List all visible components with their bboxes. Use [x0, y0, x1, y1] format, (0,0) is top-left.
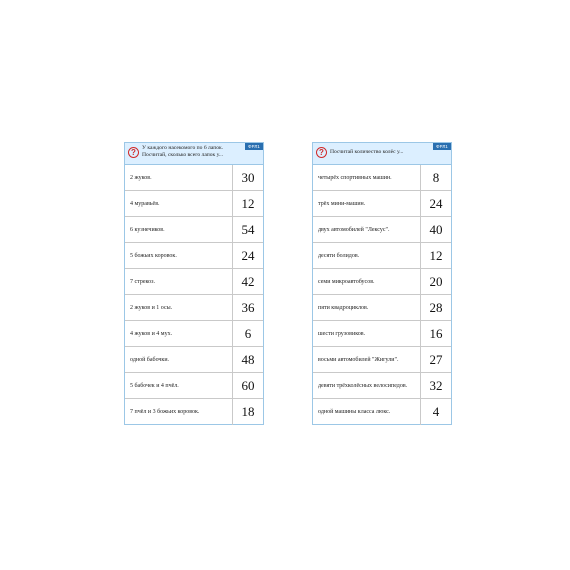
list-item[interactable] — [125, 243, 263, 269]
list-item[interactable] — [125, 373, 263, 399]
item-label: 5 божьих коровок. — [125, 243, 233, 268]
item-label: 4 жуков и 4 мух. — [125, 321, 233, 346]
item-number[interactable]: 32 — [429, 377, 443, 393]
list-item[interactable] — [125, 295, 263, 321]
item-number[interactable]: 60 — [241, 377, 255, 393]
card-badge: ФРЛ1 — [245, 143, 263, 150]
item-number[interactable]: 48 — [241, 351, 255, 367]
list-item[interactable] — [125, 347, 263, 373]
list-item[interactable] — [313, 347, 451, 373]
list-item[interactable] — [313, 243, 451, 269]
item-number[interactable]: 4 — [432, 404, 440, 419]
item-number[interactable]: 12 — [241, 195, 255, 211]
item-number[interactable]: 24 — [241, 247, 255, 263]
item-label: десяти болидов. — [313, 243, 421, 268]
card-header — [313, 143, 451, 165]
item-number[interactable]: 42 — [241, 273, 255, 289]
item-number[interactable]: 12 — [429, 247, 443, 263]
card-question-text: Посчитай количество колёс у... — [330, 149, 404, 155]
item-label: 7 пчёл и 3 божьих коровок. — [125, 399, 233, 425]
item-number[interactable]: 20 — [429, 273, 443, 289]
item-number[interactable]: 36 — [241, 299, 255, 315]
item-label: 2 жуков и 1 осы. — [125, 295, 233, 320]
item-label: одной бабочки. — [125, 347, 233, 372]
list-item[interactable] — [313, 269, 451, 295]
item-number[interactable]: 24 — [429, 195, 443, 211]
item-label: 2 жуков. — [125, 165, 233, 190]
list-item[interactable] — [313, 165, 451, 191]
item-number[interactable]: 6 — [244, 325, 252, 341]
list-item[interactable] — [125, 191, 263, 217]
item-number[interactable]: 27 — [429, 351, 443, 367]
card-question-text: У каждого насекомого по 6 лапок. Посчитай, сколько всего лапок у... — [142, 145, 224, 158]
item-number[interactable]: 28 — [429, 299, 443, 315]
list-item[interactable] — [313, 373, 451, 399]
item-number[interactable]: 30 — [241, 169, 255, 185]
item-label: пяти квадроциклов. — [313, 295, 421, 320]
list-item[interactable] — [125, 269, 263, 295]
item-number[interactable]: 16 — [429, 325, 443, 341]
item-label: шести грузовиков. — [313, 321, 421, 346]
item-number[interactable]: 54 — [241, 221, 255, 237]
question-icon: ? — [128, 147, 139, 158]
answer-list — [125, 165, 263, 424]
answer-list — [313, 165, 451, 424]
item-label: одной машины класса люкс. — [313, 399, 421, 425]
item-label: 4 муравьёв. — [125, 191, 233, 216]
list-item[interactable] — [125, 399, 263, 425]
question-icon: ? — [316, 147, 327, 158]
card-header — [125, 143, 263, 165]
item-label: девяти трёхколёсных велосипедов. — [313, 373, 421, 398]
card-badge: ФРЛ1 — [433, 143, 451, 150]
list-item[interactable] — [313, 295, 451, 321]
list-item[interactable] — [125, 321, 263, 347]
item-label: двух автомобилей "Лексус". — [313, 217, 421, 242]
item-number[interactable]: 18 — [241, 404, 255, 419]
item-number[interactable]: 8 — [432, 169, 440, 185]
task-card-insects — [124, 142, 264, 425]
item-label: семи микроавтобусов. — [313, 269, 421, 294]
list-item[interactable] — [313, 191, 451, 217]
task-card-wheels — [312, 142, 452, 425]
item-label: 7 стрекоз. — [125, 269, 233, 294]
item-label: трёх мини-машин. — [313, 191, 421, 216]
list-item[interactable] — [125, 165, 263, 191]
list-item[interactable] — [313, 217, 451, 243]
list-item[interactable] — [313, 321, 451, 347]
list-item[interactable] — [125, 217, 263, 243]
list-item[interactable] — [313, 399, 451, 425]
item-label: 6 кузнечиков. — [125, 217, 233, 242]
item-label: 5 бабочек и 4 пчёл. — [125, 373, 233, 398]
item-number[interactable]: 40 — [429, 221, 443, 237]
item-label: восьми автомобилей "Жигули". — [313, 347, 421, 372]
item-label: четырёх спортивных машин. — [313, 165, 421, 190]
